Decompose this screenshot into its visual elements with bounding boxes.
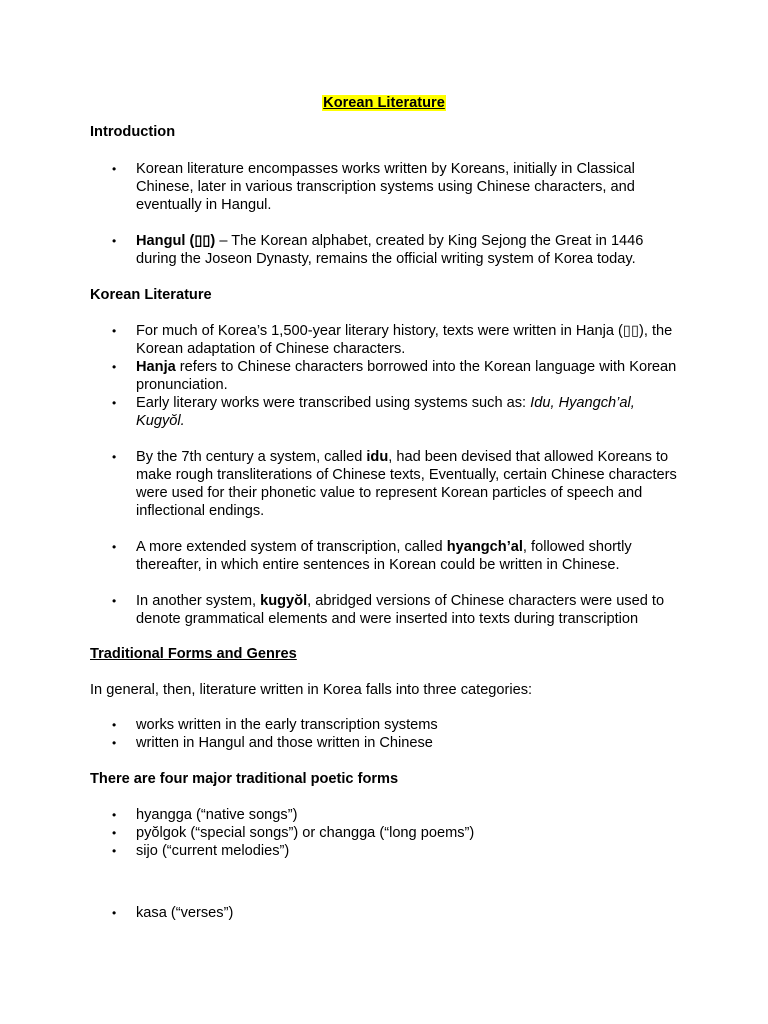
bullet-icon: • — [112, 718, 117, 732]
poetic-bullet-list — [90, 806, 680, 922]
list-item — [90, 904, 680, 922]
list-item-text: , abridged versions of Chinese characters were used to denote grammatical elements and were inserted into texts during transcription — [136, 593, 665, 627]
bullet-icon: • — [112, 396, 117, 410]
list-item-text: , had been devised that allowed Koreans to make rough transliterations of Chinese texts, Eventually, certain Chinese characters were used for their phonetic value to represent Korean particles of speech and inflectional endings. — [136, 449, 677, 519]
document-title-text: Korean Literature — [323, 95, 445, 111]
intro-bullet-list — [90, 160, 680, 268]
bullet-icon: • — [112, 234, 117, 248]
list-item — [90, 448, 680, 520]
bullet-icon: • — [112, 450, 117, 464]
bullet-icon: • — [112, 906, 117, 920]
list-item-text: , followed shortly thereafter, in which entire sentences in Korean could be written in Chinese. — [136, 539, 632, 573]
list-item — [90, 232, 680, 268]
list-item-bold: hyangch’al — [446, 539, 523, 555]
bullet-icon: • — [112, 540, 117, 554]
document-title — [0, 94, 768, 112]
list-item — [90, 824, 680, 842]
heading-poetic-forms: There are four major traditional poetic forms — [90, 771, 399, 787]
list-item — [90, 394, 680, 430]
list-item-text: Korean literature encompasses works written by Koreans, initially in Classical Chinese, later in various transcription systems using Chinese characters, and eventually in Hangul. — [136, 161, 635, 213]
heading-korean-literature: Korean Literature — [90, 287, 212, 303]
bullet-icon: • — [112, 808, 117, 822]
list-item-text: refers to Chinese characters borrowed into the Korean language with Korean pronunciation. — [136, 359, 677, 393]
list-item — [90, 806, 680, 824]
list-item-bold: Hanja — [136, 359, 176, 375]
bullet-icon: • — [112, 594, 117, 608]
list-item — [90, 842, 680, 860]
list-item — [90, 716, 680, 734]
forms-bullet-list — [90, 716, 680, 752]
list-item — [90, 160, 680, 214]
heading-traditional-forms: Traditional Forms and Genres — [90, 646, 297, 662]
list-item-text: By the 7th century a system, called — [136, 449, 367, 465]
heading-introduction: Introduction — [90, 124, 176, 140]
list-item-text: A more extended system of transcription, called — [136, 539, 447, 555]
bullet-icon: • — [112, 324, 117, 338]
list-item-text: In another system, — [136, 593, 261, 609]
list-item-text: Early literary works were transcribed using systems such as: — [136, 395, 531, 411]
list-item-text: written in Hangul and those written in Chinese — [136, 735, 433, 751]
list-item-text: kasa (“verses”) — [136, 905, 234, 921]
bullet-icon: • — [112, 736, 117, 750]
list-item-text: hyangga (“native songs”) — [136, 807, 298, 823]
list-item-bold: Hangul (▯▯) — [136, 233, 216, 249]
list-item-text: works written in the early transcription systems — [136, 717, 438, 733]
forms-paragraph: In general, then, literature written in Korea falls into three categories: — [90, 682, 533, 698]
list-item-text: For much of Korea’s 1,500-year literary history, texts were written in Hanja (▯▯), the Korean adaptation of Chinese characters. — [136, 323, 673, 357]
list-item-text: – The Korean alphabet, created by King Sejong the Great in 1446 during the Joseon Dynasty, remains the official writing system of Korea today. — [136, 233, 644, 267]
list-item-bold: kugyŏl — [260, 593, 308, 609]
list-item — [90, 592, 680, 628]
list-item-bold: idu — [366, 449, 389, 465]
list-item — [90, 734, 680, 752]
bullet-icon: • — [112, 360, 117, 374]
list-item — [90, 358, 680, 394]
bullet-icon: • — [112, 844, 117, 858]
list-item-italic: Idu, Hyangch’al, Kugyŏl. — [136, 395, 635, 429]
bullet-icon: • — [112, 826, 117, 840]
list-item-text: pyŏlgok (“special songs”) or changga (“long poems”) — [136, 825, 475, 841]
list-item-text: sijo (“current melodies”) — [136, 843, 290, 859]
list-item — [90, 322, 680, 358]
list-item — [90, 538, 680, 574]
bullet-icon: • — [112, 162, 117, 176]
korlit-bullet-list — [90, 322, 680, 628]
